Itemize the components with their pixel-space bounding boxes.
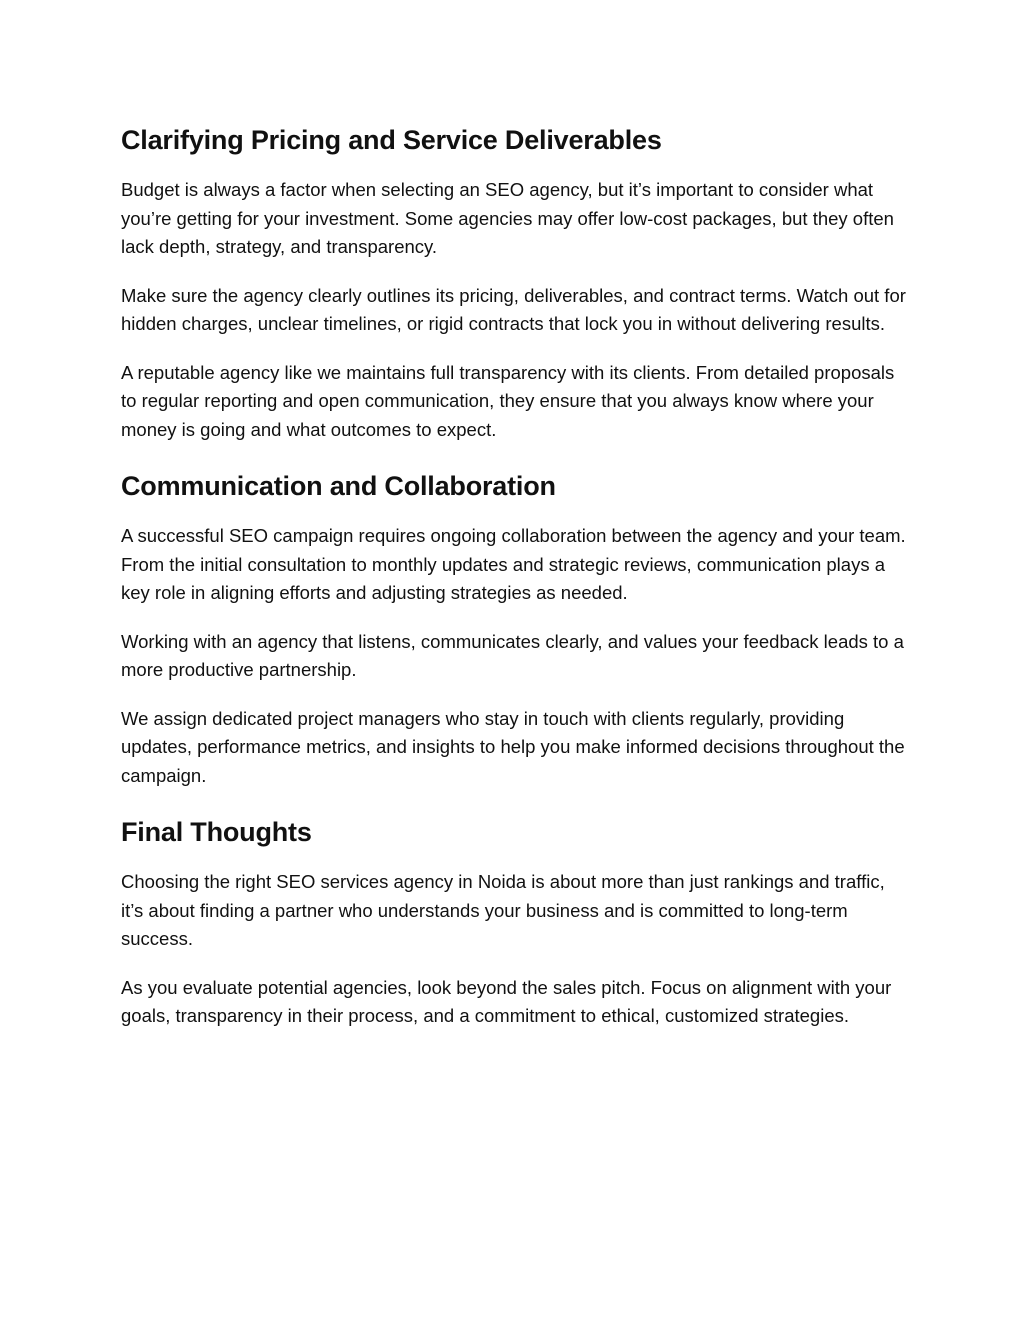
paragraph: Choosing the right SEO services agency in Noida is about more than just rankings and traffic, it’s about finding a partner who understands your business and is committed to long-term success. [121,871,885,949]
section-communication [121,468,911,790]
section-heading: Communication and Collaboration [121,471,556,501]
paragraph: Working with an agency that listens, communicates clearly, and values your feedback leads to a more productive partnership. [121,630,904,680]
section-heading: Final Thoughts [121,817,312,847]
paragraph: Budget is always a factor when selecting an SEO agency, but it’s important to consider what you’re getting for your investment. Some agencies may offer low-cost packages, but they often lack depth, strategy, and transparency. [121,179,894,257]
paragraph: Make sure the agency clearly outlines its pricing, deliverables, and contract terms. Watch out for hidden charges, unclear timelines, or rigid contracts that lock you in without delivering results. [121,284,906,334]
paragraph: A reputable agency like we maintains full transparency with its clients. From detailed proposals to regular reporting and open communication, they ensure that you always know where your money is going and what outcomes to expect. [121,361,895,440]
section-heading: Clarifying Pricing and Service Deliverables [121,125,662,155]
section-pricing [121,122,911,444]
document-page [121,122,911,1051]
paragraph: As you evaluate potential agencies, look beyond the sales pitch. Focus on alignment with your goals, transparency in their process, and a commitment to ethical, customized strategies. [121,976,892,1026]
section-final-thoughts [121,814,911,1031]
paragraph: We assign dedicated project managers who stay in touch with clients regularly, providing updates, performance metrics, and insights to help you make informed decisions throughout the campaign. [121,707,905,786]
paragraph: A successful SEO campaign requires ongoing collaboration between the agency and your team. From the initial consultation to monthly updates and strategic reviews, communication plays a key role in aligning efforts and adjusting strategies as needed. [121,525,906,603]
